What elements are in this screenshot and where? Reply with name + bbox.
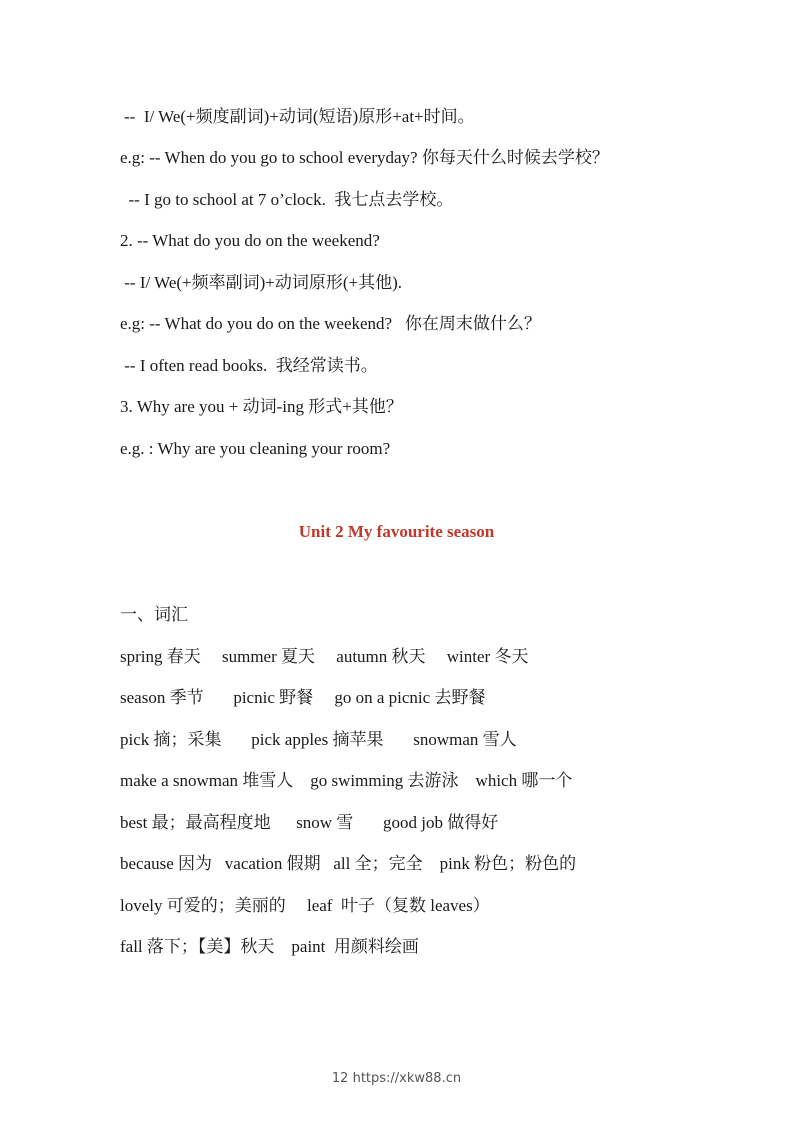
grammar-line-3: -- I go to school at 7 o’clock. 我七点去学校。: [120, 190, 454, 209]
grammar-line-8: 3. Why are you + 动词-ing 形式+其他？: [120, 397, 403, 416]
vocab-line-5: best 最；最高程度地 snow 雪 good job 做得好: [120, 813, 499, 832]
grammar-line-1: -- I/ We(+频度副词)+动词(短语)原形+at+时间。: [124, 107, 475, 126]
vocab-line-7: lovely 可爱的；美丽的 leaf 叶子（复数 leaves）: [120, 896, 490, 915]
vocab-line-3: pick 摘；采集 pick apples 摘苹果 snowman 雪人: [120, 730, 517, 749]
page-footer: 12 https://xkw88.cn: [331, 1071, 462, 1086]
grammar-line-6: e.g: -- What do you do on the weekend? 你在周末做什么？: [120, 314, 541, 333]
vocab-line-2: season 季节 picnic 野餐 go on a picnic 去野餐: [120, 688, 486, 707]
vocab-line-1: spring 春天 summer 夏天 autumn 秋天 winter 冬天: [120, 647, 529, 666]
grammar-line-2: e.g: -- When do you go to school everyday? 你每天什么时候去学校？: [120, 148, 609, 167]
vocab-line-8: fall 落下；【美】秋天 paint 用颜料绘画: [120, 937, 419, 956]
grammar-line-4: 2. -- What do you do on the weekend?: [120, 231, 380, 250]
section-heading: 一、词汇: [120, 605, 188, 624]
unit-title: Unit 2 My favourite season: [298, 522, 495, 541]
vocab-line-4: make a snowman 堆雪人 go swimming 去游泳 which 哪一个: [120, 771, 573, 790]
vocab-line-6: because 因为 vacation 假期 all 全；完全 pink 粉色；粉色的: [120, 854, 577, 873]
grammar-line-9: e.g. : Why are you cleaning your room?: [120, 439, 391, 458]
grammar-line-7: -- I often read books. 我经常读书。: [120, 356, 378, 375]
grammar-line-5: -- I/ We(+频率副词)+动词原形(+其他).: [120, 273, 403, 292]
